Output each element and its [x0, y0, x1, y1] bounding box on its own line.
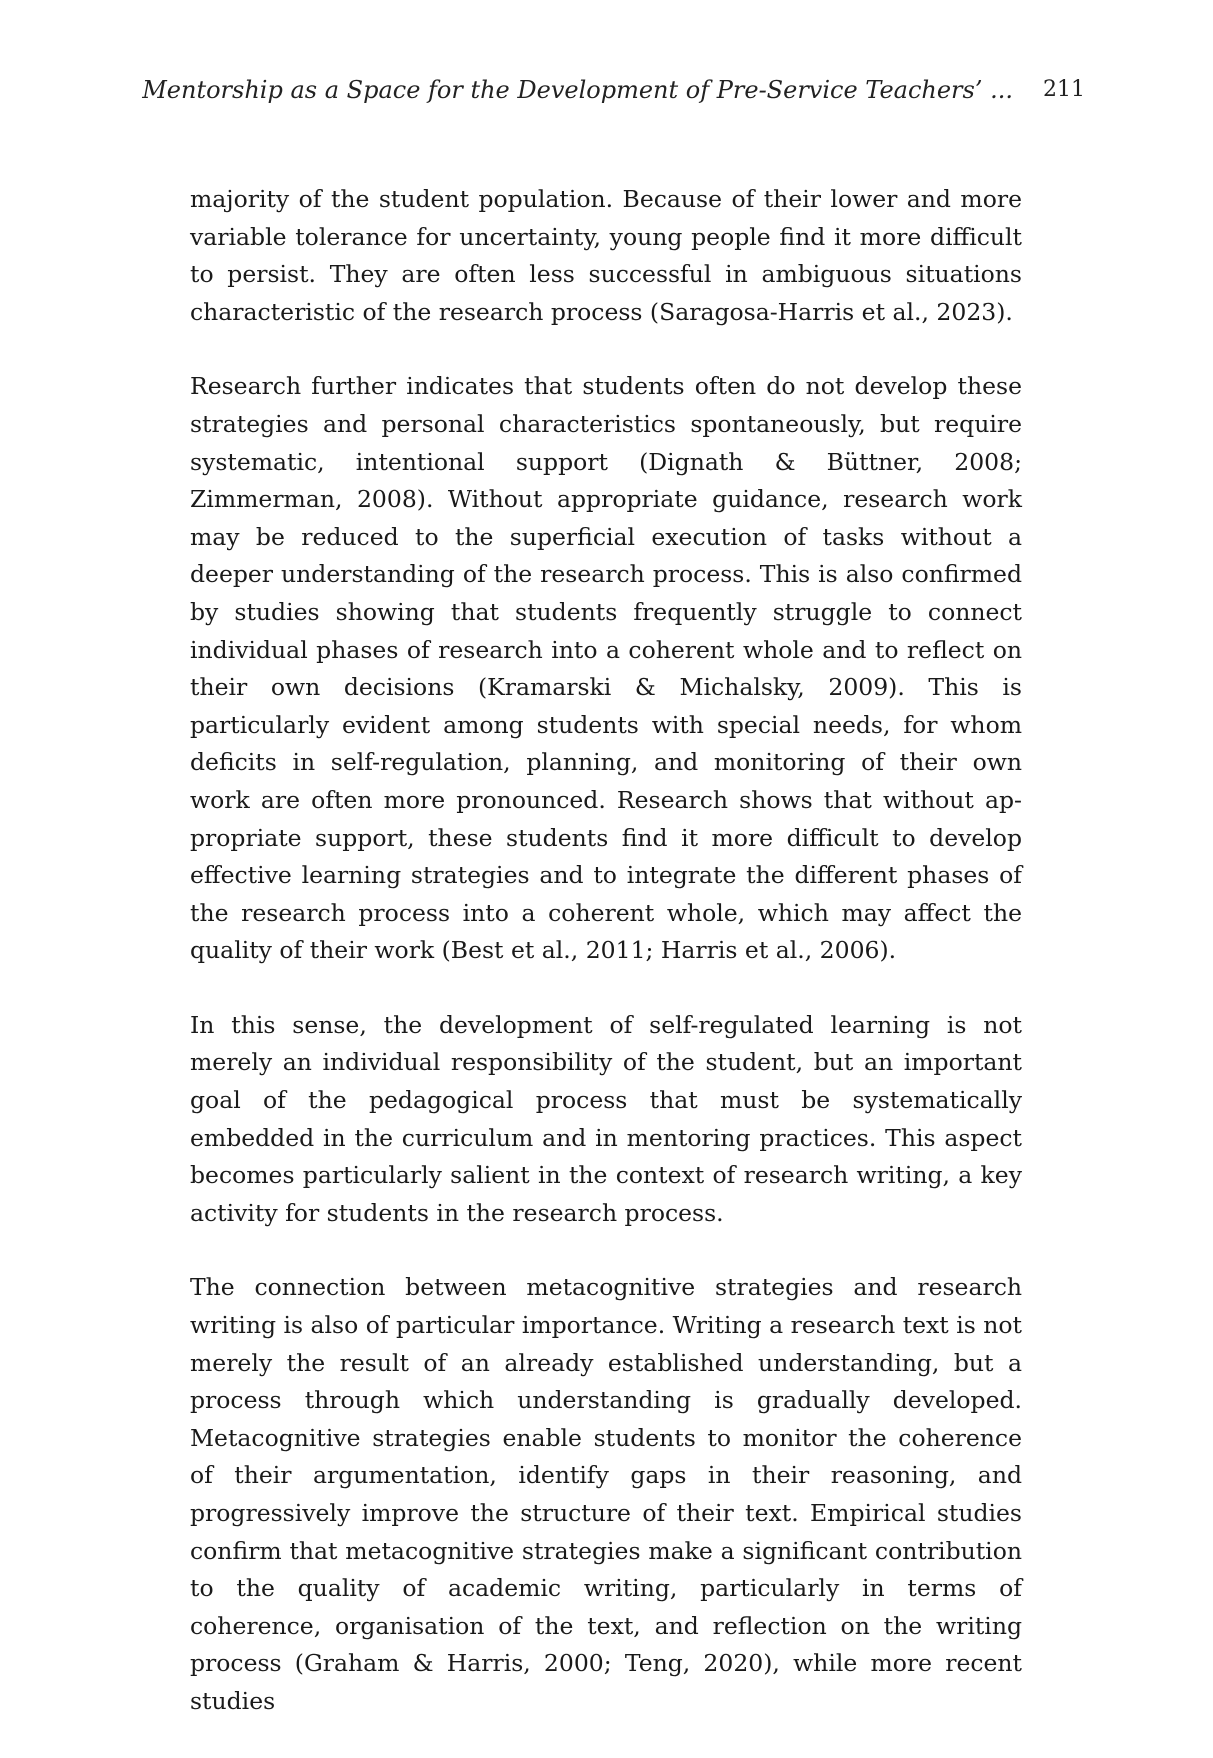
running-header: [142, 70, 1085, 110]
paragraph: In this sense, the development of self-regulated learning is not merely an individual responsibility of the student, but an important goal of the pedagogical process that must be systematically embedded in the curriculum and in mentoring practices. This aspect becomes particularly salient in the context of research writing, a key activity for students in the research process.: [190, 1010, 1022, 1227]
running-title: Mentorship as a Space for the Development of Pre-Service Teachers’ ...: [142, 76, 1013, 104]
paragraph: The connection between metacognitive strategies and research writing is also of particular importance. Writing a research text is not merely the result of an already established understanding, but a process through which understanding is gradually developed. Metacognitive strategies enable students to monitor the coherence of their argumentation, identify gaps in their reasoning, and progressively improve the structure of their text. Empirical studies confirm that metacognitive strategies make a significant contribution to the quality of academic writing, particularly in terms of coherence, organisation of the text, and reflection on the writing process (Graham & Harris, 2000; Teng, 2020), while more recent studies: [190, 1273, 1022, 1715]
paragraph: majority of the student population. Because of their lower and more variable tolerance for uncertainty, young people find it more difficult to persist. They are often less successful in ambiguous situations characteristic of the research process (Saragosa-Harris et al., 2023).: [190, 185, 1022, 326]
body-text: [190, 181, 1022, 1758]
page-number: 211: [1043, 77, 1085, 102]
paragraph: Research further indicates that students often do not develop these strategies and personal characteristics spontaneously, but require systematic, intentional support (Dignath & Büttner, 2008; Zimmerman, 2008). Without appropriate guidance, research work may be reduced to the superficial execution of tasks without a deeper understanding of the research process. This is also confirmed by studies showing that students frequently struggle to connect individual phases of research into a coherent whole and to reflect on their own decisions (Kramarski & Michalsky, 2009). This is particularly evident among students with special needs, for whom deficits in self-regulation, planning, and monitoring of their own work are often more pronounced. Research shows that without appropriate support, these students find it more difficult to develop effective learning strategies and to integrate the different phases of the research process into a coherent whole, which may affect the quality of their work (Best et al., 2011; Harris et al., 2006).: [190, 372, 1022, 965]
